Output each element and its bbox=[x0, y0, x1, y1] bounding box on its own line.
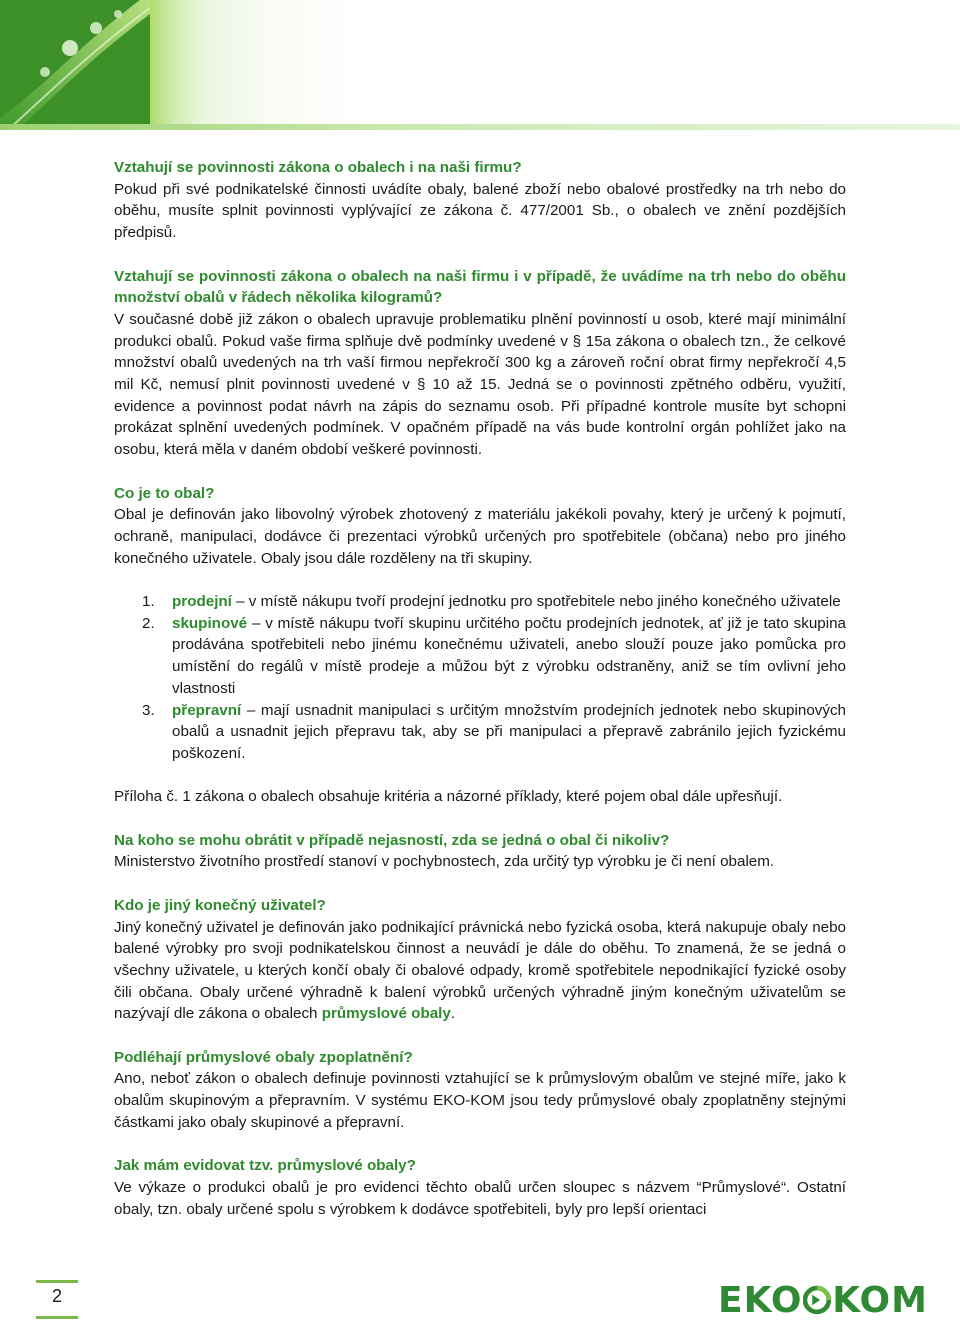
header-rule bbox=[0, 124, 960, 130]
section-heading: Co je to obal? bbox=[114, 484, 215, 502]
section-heading: Jak mám evidovat tzv. průmyslové obaly? bbox=[114, 1157, 416, 1175]
list-item bbox=[114, 591, 846, 613]
highlight-term: průmyslové obaly bbox=[321, 1005, 451, 1023]
logo-text-right: KOM bbox=[832, 1279, 928, 1321]
section-paragraph: Ve výkaze o produkci obalů je pro evidenci těchto obalů určen sloupec s názvem “Průmyslové“. Ostatní obaly, tzn. obaly určené spolu s výrobkem k dodávce spotřebiteli, byly pro lepší orientaci bbox=[114, 1178, 846, 1218]
section-paragraph: Ano, neboť zákon o obalech definuje povinnosti vztahující se k průmyslovým obalům ve stejné míře, jako k obalům skupinovým a přepravním. V systému EKO-KOM jsou tedy průmyslové obaly zpoplatněny stejnými částkami jako obaly skupinové a přepravní. bbox=[114, 1070, 846, 1131]
page-number-rule-bottom bbox=[36, 1316, 78, 1319]
list-text: – v místě nákupu tvoří skupinu určitého počtu prodejních jednotek, ať již je tato skupina prodávána spotřebiteli nebo jinému konečnému uživateli, anebo slouží pouze jako pomůcka pro umístění do regálů v místě prodeje a můžou být z výrobku odstraněny, aniž se tím ovlivní jeho vlastnosti bbox=[172, 614, 846, 697]
logo-text-left: EKO bbox=[718, 1279, 803, 1321]
list-text: – v místě nákupu tvoří prodejní jednotku pro spotřebitele nebo jiného konečného uživatele bbox=[231, 593, 841, 611]
section-paragraph: Obal je definován jako libovolný výrobek zhotovený z materiálu jakékoli povahy, který je určený k pojmutí, ochraně, manipulaci, dodávce či prezentaci výrobků určených pro spotřebitele (občana) nebo pro jiného konečného uživatele. Obaly jsou dále rozděleny na tři skupiny. bbox=[114, 506, 846, 567]
list-number: 1. bbox=[142, 593, 155, 611]
section-paragraph: Ministerstvo životního prostředí stanoví v pochybnostech, zda určitý typ výrobku je či není obalem. bbox=[114, 853, 775, 871]
section-heading: Podléhají průmyslové obaly zpoplatnění? bbox=[114, 1048, 413, 1066]
packaging-types-list bbox=[114, 591, 846, 765]
paragraph-text: Jiný konečný uživatel je definován jako podnikající právnická nebo fyzická osoba, která nakupuje obaly nebo balené výrobky pro svoji podnikatelskou činnost a neuvádí je dále do oběhu. To znamená, že se jedná o všechny uživatele, u kterých končí obaly či obalové odpady, kromě spotřebitele nepodnikající fyzické osoby čili občana. Obaly určené výhradně k balení výrobků určených výhradně jiným konečným uživatelům se nazývají dle zákona o obalech bbox=[114, 918, 846, 1023]
recycle-arrow-icon bbox=[803, 1279, 831, 1321]
annex-note: Příloha č. 1 zákona o obalech obsahuje kritéria a názorné příklady, které pojem obal dále upřesňují. bbox=[114, 788, 783, 806]
section-heading: Na koho se mohu obrátit v případě nejasností, zda se jedná o obal či nikoliv? bbox=[114, 831, 670, 849]
list-term: skupinové bbox=[172, 614, 248, 632]
list-number: 3. bbox=[142, 701, 155, 719]
list-term: prodejní bbox=[172, 593, 232, 611]
section-paragraph bbox=[114, 917, 846, 1026]
section-paragraph: Pokud při své podnikatelské činnosti uvádíte obaly, balené zboží nebo obalové prostředky na trh nebo do oběhu, musíte splnit povinnosti vyplývající ze zákona č. 477/2001 Sb., o obalech ve znění pozdějších předpisů. bbox=[114, 180, 846, 242]
header-banner bbox=[0, 0, 960, 130]
list-item bbox=[114, 700, 846, 765]
section-heading: Kdo je jiný konečný uživatel? bbox=[114, 896, 326, 914]
document-body bbox=[114, 157, 846, 1220]
page-number: 2 bbox=[51, 1286, 62, 1306]
section-heading: Vztahují se povinnosti zákona o obalech i na naši firmu? bbox=[114, 159, 522, 176]
list-item bbox=[114, 613, 846, 700]
list-number: 2. bbox=[142, 614, 155, 632]
section-heading: Vztahují se povinnosti zákona o obalech na naši firmu i v případě, že uvádíme na trh nebo do oběhu množství obalů v řádech několika kilogramů? bbox=[114, 267, 846, 307]
section-paragraph: V současné době již zákon o obalech upravuje problematiku plnění povinností u osob, které mají minimální produkci obalů. Pokud vaše firma splňuje dvě podmínky uvedené v § 15a zákona o obalech tzn., že celkové množství obalů uvedených na trh vaší firmou nepřekročí 300 kg a zároveň roční obrat firmy nepřekročí 4,5 mil Kč, nemusí plnit povinnosti uvedené v § 10 až 15. Jedná se o povinnosti zpětného odběru, využití, evidence a povinnost podat návrh na zápis do seznamu osob. Při případné kontrole musíte byt schopni prokázat splnění uvedených podmínek. V opačném případě na vás bude kontrolní orgán pohlížet jako na osobu, která měla v daném období veškeré povinnosti. bbox=[114, 310, 846, 459]
list-text: – mají usnadnit manipulaci s určitým množstvím prodejních jednotek nebo skupinových obalů a usnadnit jejich přepravu tak, aby se při manipulaci a přepravě zabránilo jejich fyzickému poškození. bbox=[172, 701, 846, 762]
grass-leaf-image bbox=[0, 0, 150, 128]
eko-kom-logo bbox=[718, 1276, 928, 1324]
page-number-rule-top bbox=[36, 1280, 78, 1283]
paragraph-tail: . bbox=[450, 1005, 456, 1023]
list-term: přepravní bbox=[172, 701, 242, 719]
